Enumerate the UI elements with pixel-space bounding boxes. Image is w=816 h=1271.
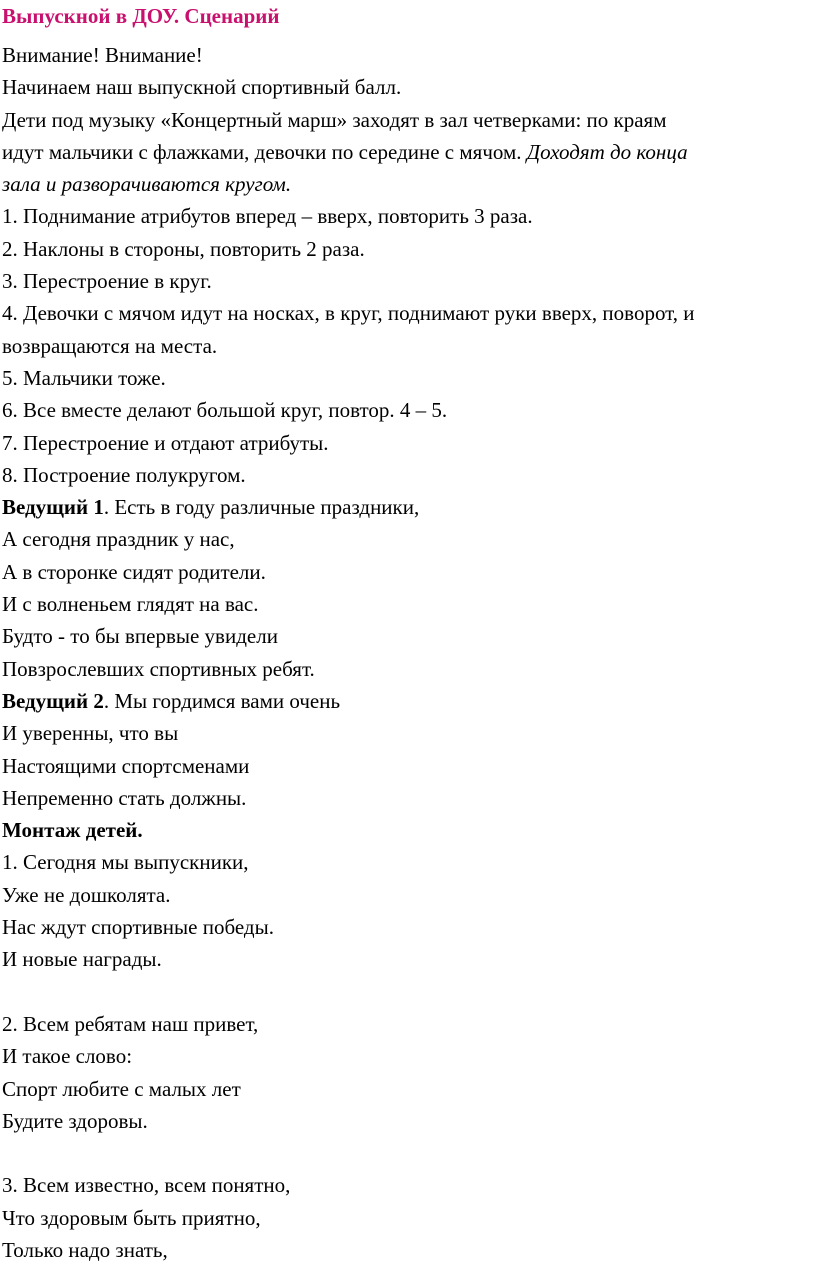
host2-first-line: [2, 685, 814, 717]
step-8: 8. Построение полукругом.: [2, 462, 246, 487]
intro-line-4: [2, 136, 814, 168]
intro-line-2: Начинаем наш выпускной спортивный балл.: [2, 75, 402, 100]
host1-label: Ведущий 1: [2, 495, 104, 520]
step-1: 1. Поднимание атрибутов вперед – вверх, повторить 3 раза.: [2, 204, 533, 229]
step-6: 6. Все вместе делают большой круг, повтор. 4 – 5.: [2, 398, 448, 423]
verse2-line: Будите здоровы.: [2, 1108, 148, 1133]
host1-line: А сегодня праздник у нас,: [2, 527, 235, 552]
verse3-line: Только надо знать,: [2, 1237, 168, 1262]
step-3: 3. Перестроение в круг.: [2, 269, 212, 294]
intro-line-4-text: идут мальчики с флажками, девочки по середине с мячом.: [2, 139, 522, 164]
intro-italic-tail: Доходят до конца: [526, 139, 688, 164]
verse1-line: И новые награды.: [2, 947, 162, 972]
verse3-line: Что здоровым быть приятно,: [2, 1205, 261, 1230]
verse2-line: 2. Всем ребятам наш привет,: [2, 1011, 259, 1036]
step-2: 2. Наклоны в стороны, повторить 2 раза.: [2, 236, 365, 261]
verse2-line: И такое слово:: [2, 1044, 133, 1069]
verse1-line: 1. Сегодня мы выпускники,: [2, 850, 249, 875]
host2-line: И уверенны, что вы: [2, 721, 179, 746]
montage-heading: Монтаж детей.: [2, 818, 143, 843]
host2-line: Непременно стать должны.: [2, 785, 247, 810]
step-5: 5. Мальчики тоже.: [2, 365, 166, 390]
document-body: [2, 39, 814, 1266]
document-title: Выпускной в ДОУ. Сценарий: [2, 4, 280, 28]
host1-line: Будто - то бы впервые увидели: [2, 624, 278, 649]
verse1-line: Нас ждут спортивные победы.: [2, 915, 274, 940]
host1-first-line: [2, 491, 814, 523]
host1-first-text: . Есть в году различные праздники,: [103, 495, 420, 520]
host1-line: Повзрослевших спортивных ребят.: [2, 656, 315, 681]
host2-first-text: . Мы гордимся вами очень: [103, 688, 341, 713]
stanza-gap: [2, 1137, 814, 1169]
step-4-cont: возвращаются на места.: [2, 333, 218, 358]
host2-label: Ведущий 2: [2, 688, 104, 713]
intro-italic-line: зала и разворачиваются кругом.: [2, 172, 292, 197]
stanza-gap: [2, 976, 814, 1008]
verse3-line: 3. Всем известно, всем понятно,: [2, 1173, 291, 1198]
intro-line-3: Дети под музыку «Концертный марш» заходят в зал четверками: по краям: [2, 107, 667, 132]
verse1-line: Уже не дошколята.: [2, 882, 171, 907]
verse2-line: Спорт любите с малых лет: [2, 1076, 241, 1101]
step-4: 4. Девочки с мячом идут на носках, в круг, поднимают руки вверх, поворот, и: [2, 301, 695, 326]
host1-line: И с волненьем глядят на вас.: [2, 592, 259, 617]
host2-line: Настоящими спортсменами: [2, 753, 250, 778]
step-7: 7. Перестроение и отдают атрибуты.: [2, 430, 329, 455]
intro-line-1: Внимание! Внимание!: [2, 43, 203, 67]
host1-line: А в сторонке сидят родители.: [2, 559, 266, 584]
